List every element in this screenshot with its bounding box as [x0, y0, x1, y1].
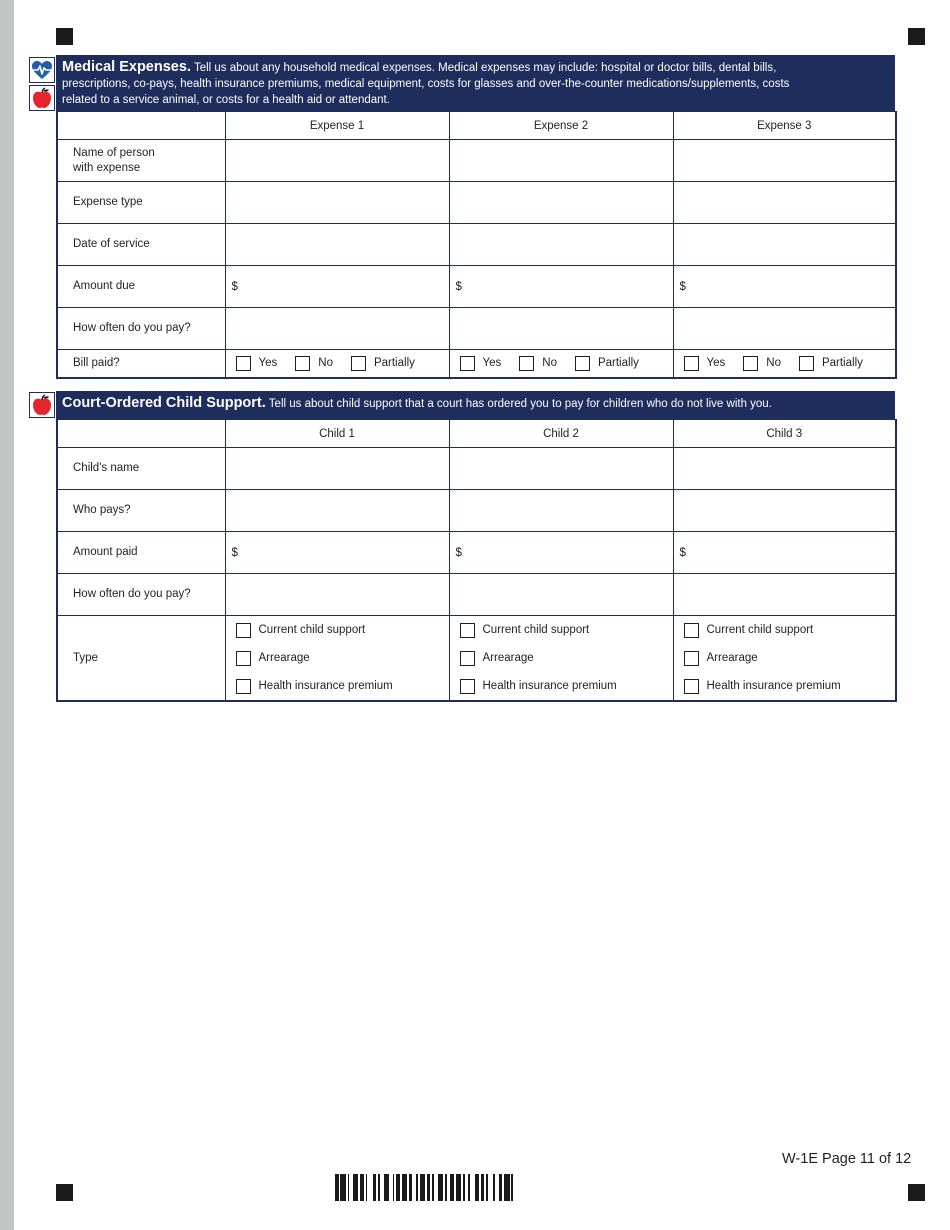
type-cell-2 — [449, 616, 673, 702]
table-row — [57, 490, 896, 532]
bill-paid-partially-checkbox[interactable] — [351, 356, 366, 371]
option-label: No — [318, 357, 333, 370]
expense-type-field-1[interactable] — [225, 182, 449, 224]
option-label: Health insurance premium — [706, 680, 841, 692]
table-row — [57, 140, 896, 182]
registration-mark-bottom-right — [908, 1184, 925, 1201]
table-row — [57, 308, 896, 350]
row-label-line: with expense — [73, 161, 141, 174]
bill-paid-cell-1 — [225, 350, 449, 378]
option-label: Arrearage — [258, 652, 310, 664]
barcode-bar — [445, 1174, 447, 1201]
frequency-field-2[interactable] — [449, 308, 673, 350]
frequency-field-1[interactable] — [225, 308, 449, 350]
apple-icon — [29, 85, 55, 111]
corner-cell — [57, 420, 225, 448]
option-label: No — [542, 357, 557, 370]
barcode-bar — [468, 1174, 470, 1201]
section-title: Court-Ordered Child Support. — [62, 395, 266, 411]
person-field-expense-2[interactable] — [449, 140, 673, 182]
table-row — [57, 616, 896, 702]
current-support-checkbox[interactable] — [236, 623, 251, 638]
row-label-frequency: How often do you pay? — [57, 574, 225, 616]
barcode-bar — [340, 1174, 345, 1201]
column-header-expense-1: Expense 1 — [225, 112, 449, 140]
date-field-1[interactable] — [225, 224, 449, 266]
barcode-bar — [393, 1174, 395, 1201]
header-row — [57, 112, 896, 140]
bill-paid-cell-2 — [449, 350, 673, 378]
barcode-bar — [360, 1174, 364, 1201]
arrearage-checkbox[interactable] — [460, 651, 475, 666]
health-insurance-checkbox[interactable] — [460, 679, 475, 694]
barcode-bar — [384, 1174, 389, 1201]
option-label: Current child support — [482, 624, 590, 636]
row-label-who-pays: Who pays? — [57, 490, 225, 532]
row-label-bill-paid: Bill paid? — [57, 350, 225, 378]
bill-paid-no-checkbox[interactable] — [519, 356, 534, 371]
barcode-bar — [499, 1174, 503, 1201]
header-row — [57, 420, 896, 448]
row-label-date: Date of service — [57, 224, 225, 266]
barcode-bar — [438, 1174, 443, 1201]
frequency-field-1[interactable] — [225, 574, 449, 616]
barcode-bar — [420, 1174, 425, 1201]
frequency-field-3[interactable] — [673, 574, 896, 616]
barcode-bar — [463, 1174, 465, 1201]
row-label-type: Type — [57, 616, 225, 702]
bill-paid-yes-checkbox[interactable] — [684, 356, 699, 371]
table-row — [57, 182, 896, 224]
frequency-field-3[interactable] — [673, 308, 896, 350]
table-row — [57, 448, 896, 490]
type-cell-3 — [673, 616, 896, 702]
barcode-bar — [396, 1174, 400, 1201]
medical-expenses-table — [56, 111, 897, 379]
bill-paid-partially-checkbox[interactable] — [575, 356, 590, 371]
child-support-header — [56, 391, 895, 419]
corner-cell — [57, 112, 225, 140]
option-label: Arrearage — [706, 652, 758, 664]
child-name-field-2[interactable] — [449, 448, 673, 490]
option-label: Current child support — [706, 624, 814, 636]
child-name-field-1[interactable] — [225, 448, 449, 490]
option-label: Yes — [258, 357, 278, 370]
child-name-field-3[interactable] — [673, 448, 896, 490]
barcode-bar — [353, 1174, 358, 1201]
barcode-bar — [427, 1174, 431, 1201]
section-intro-line-1: Tell us about any household medical expenses. Medical expenses may include: hospital or doctor bills, dental bills, — [193, 62, 777, 74]
who-pays-field-1[interactable] — [225, 490, 449, 532]
bill-paid-yes-checkbox[interactable] — [460, 356, 475, 371]
row-label-expense-type: Expense type — [57, 182, 225, 224]
amount-paid-field-2[interactable]: $ — [449, 532, 673, 574]
option-label: Health insurance premium — [258, 680, 393, 692]
barcode-bar — [481, 1174, 485, 1201]
type-cell-1 — [225, 616, 449, 702]
apple-icon — [29, 392, 55, 418]
amount-paid-field-3[interactable]: $ — [673, 532, 896, 574]
section-intro-line-2: prescriptions, co-pays, health insurance premiums, medical equipment, costs for glasses and over-the-counter medications/supplements, costs — [62, 78, 790, 90]
heart-pulse-icon — [29, 57, 55, 83]
bill-paid-yes-checkbox[interactable] — [236, 356, 251, 371]
option-label: No — [766, 357, 781, 370]
option-label: Yes — [482, 357, 502, 370]
bill-paid-cell-3 — [673, 350, 896, 378]
column-header-child-3: Child 3 — [673, 420, 896, 448]
table-row — [57, 574, 896, 616]
person-field-expense-1[interactable] — [225, 140, 449, 182]
table-row — [57, 224, 896, 266]
table-row — [57, 350, 896, 378]
row-label-line: Name of person — [73, 146, 155, 159]
option-label: Arrearage — [482, 652, 534, 664]
barcode-bar — [486, 1174, 488, 1201]
frequency-field-2[interactable] — [449, 574, 673, 616]
registration-mark-bottom-left — [56, 1184, 73, 1201]
option-label: Partially — [597, 357, 639, 370]
child-support-table — [56, 419, 897, 702]
arrearage-checkbox[interactable] — [236, 651, 251, 666]
barcode-bar — [504, 1174, 509, 1201]
expense-type-field-3[interactable] — [673, 182, 896, 224]
arrearage-checkbox[interactable] — [684, 651, 699, 666]
page-number: W-1E Page 11 of 12 — [782, 1151, 912, 1167]
date-field-2[interactable] — [449, 224, 673, 266]
row-label-person — [57, 140, 225, 182]
current-support-checkbox[interactable] — [684, 623, 699, 638]
row-label-amount-paid: Amount paid — [57, 532, 225, 574]
option-label: Health insurance premium — [482, 680, 617, 692]
medical-expenses-header — [56, 55, 895, 111]
section-intro: Tell us about child support that a court has ordered you to pay for children who do not live with you. — [268, 398, 772, 410]
column-header-child-2: Child 2 — [449, 420, 673, 448]
bill-paid-partially-checkbox[interactable] — [799, 356, 814, 371]
barcode-bar — [432, 1174, 434, 1201]
bill-paid-no-checkbox[interactable] — [743, 356, 758, 371]
column-header-child-1: Child 1 — [225, 420, 449, 448]
barcode-bar — [366, 1174, 368, 1201]
barcode-bar — [511, 1174, 513, 1201]
health-insurance-checkbox[interactable] — [236, 679, 251, 694]
section-title: Medical Expenses. — [62, 59, 191, 75]
amount-field-1[interactable]: $ — [225, 266, 449, 308]
barcode — [335, 1174, 650, 1201]
barcode-bar — [450, 1174, 454, 1201]
barcode-bar — [456, 1174, 461, 1201]
barcode-bar — [475, 1174, 479, 1201]
row-label-frequency: How often do you pay? — [57, 308, 225, 350]
barcode-bar — [378, 1174, 380, 1201]
health-insurance-checkbox[interactable] — [684, 679, 699, 694]
table-row — [57, 266, 896, 308]
current-support-checkbox[interactable] — [460, 623, 475, 638]
option-label: Current child support — [258, 624, 366, 636]
barcode-bar — [409, 1174, 413, 1201]
who-pays-field-3[interactable] — [673, 490, 896, 532]
amount-field-3[interactable]: $ — [673, 266, 896, 308]
barcode-bar — [416, 1174, 418, 1201]
expense-type-field-2[interactable] — [449, 182, 673, 224]
person-field-expense-3[interactable] — [673, 140, 896, 182]
row-label-amount: Amount due — [57, 266, 225, 308]
registration-mark-top-right — [908, 28, 925, 45]
option-label: Yes — [706, 357, 726, 370]
column-header-expense-2: Expense 2 — [449, 112, 673, 140]
barcode-bar — [493, 1174, 495, 1201]
barcode-bar — [402, 1174, 407, 1201]
barcode-bar — [373, 1174, 377, 1201]
barcode-bar — [348, 1174, 350, 1201]
page-edge-strip — [0, 0, 14, 1230]
table-row — [57, 532, 896, 574]
row-label-child-name: Child's name — [57, 448, 225, 490]
section-intro-line-3: related to a service animal, or costs for a health aid or attendant. — [62, 94, 390, 106]
option-label: Partially — [821, 357, 863, 370]
who-pays-field-2[interactable] — [449, 490, 673, 532]
bill-paid-no-checkbox[interactable] — [295, 356, 310, 371]
barcode-bar — [335, 1174, 339, 1201]
column-header-expense-3: Expense 3 — [673, 112, 896, 140]
date-field-3[interactable] — [673, 224, 896, 266]
option-label: Partially — [373, 357, 415, 370]
amount-paid-field-1[interactable]: $ — [225, 532, 449, 574]
registration-mark-top-left — [56, 28, 73, 45]
amount-field-2[interactable]: $ — [449, 266, 673, 308]
